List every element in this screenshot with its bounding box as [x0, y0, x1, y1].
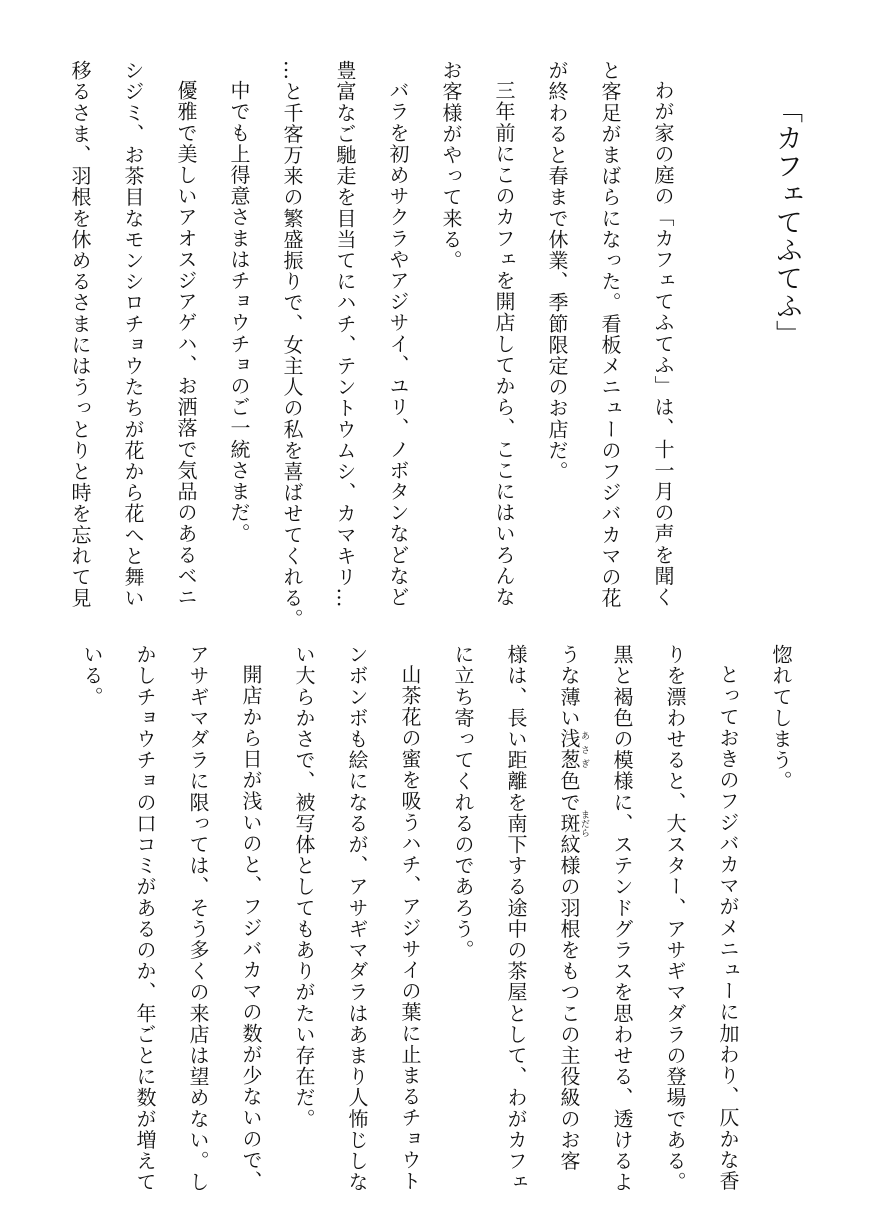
text-line: ンボンボも絵になるが、アサギマダラはあまり人怖じしな	[345, 644, 369, 1193]
text-line: い大らかさで、被写体としてもありがたい存在だ。	[292, 644, 316, 1130]
text-line: に立ち寄ってくれるのであろう。	[451, 644, 475, 961]
ruby-madara	[557, 809, 589, 837]
text-line: と客足がまばらになった。看板メニューのフジバカマの花	[598, 60, 622, 609]
text-line: アサギマダラに限っては、そう多くの来店は望めない。し	[186, 644, 210, 1193]
text-line: いる。	[80, 644, 104, 708]
text-line-with-ruby	[542, 644, 595, 1189]
text-line: 様は、長い距離を南下する途中の茶屋として、わがカフェ	[504, 644, 528, 1193]
ruby-reading: あさぎ	[579, 728, 589, 771]
text-fragment: 色で	[557, 770, 581, 813]
text-line: バラを初めサクラやアジサイ、ユリ、ノボタンなどなど	[386, 80, 410, 608]
text-fragment: 紋様の羽根をもつこの主役級のお客	[557, 833, 581, 1172]
text-line: りを漂わせると、大スター、アサギマダラの登場である。	[663, 644, 687, 1193]
ruby-asagi	[557, 728, 589, 771]
top-text-block	[53, 60, 689, 630]
essay-title: 「カフェてふてふ」	[771, 96, 802, 348]
text-line: 三年前にこのカフェを開店してから、ここにはいろんな	[492, 80, 516, 608]
text-line: 移るさま、羽根を休めるさまにはうっとりと時を忘れて見	[68, 60, 92, 609]
text-line: 山茶花の蜜を吸うハチ、アジサイの葉に止まるチョウト	[398, 664, 422, 1192]
text-line: かしチョウチョの口コミがあるのか、年ごとに数が増えて	[133, 644, 157, 1193]
text-line: とっておきのフジバカマがメニューに加わり、仄かな香	[716, 664, 740, 1192]
ruby-base: 浅葱	[557, 728, 581, 771]
text-line: 開店から日が浅いのと、フジバカマの数が少ないので、	[239, 664, 263, 1192]
text-line: お客様がやって来る。	[439, 60, 463, 271]
text-line: 豊富なご馳走を目当てにハチ、テントウムシ、カマキリ…	[333, 60, 357, 609]
text-line: 惚れてしまう。	[769, 644, 793, 792]
bottom-text-block	[65, 644, 807, 1193]
ruby-reading: まだら	[579, 809, 589, 837]
ruby-base: 斑	[557, 809, 581, 837]
text-line: シジミ、お茶目なモンシロチョウたちが花から花へと舞い	[121, 60, 145, 609]
text-line: 中でも上得意さまはチョウチョのご一統さまだ。	[227, 80, 251, 545]
text-line: わが家の庭の「カフェてふてふ」は、十一月の声を聞く	[651, 80, 675, 608]
text-line: が終わると春まで休業、季節限定のお店だ。	[545, 60, 569, 482]
text-fragment: うな薄い	[557, 644, 581, 729]
text-line: 優雅で美しいアオスジアゲハ、お洒落で気品のあるベニ	[174, 80, 198, 608]
text-line: …と千客万来の繁盛振りで、女主人の私を喜ばせてくれる。	[280, 60, 304, 630]
text-line: 黒と褐色の模様に、ステンドグラスを思わせる、透けるよ	[610, 644, 634, 1193]
